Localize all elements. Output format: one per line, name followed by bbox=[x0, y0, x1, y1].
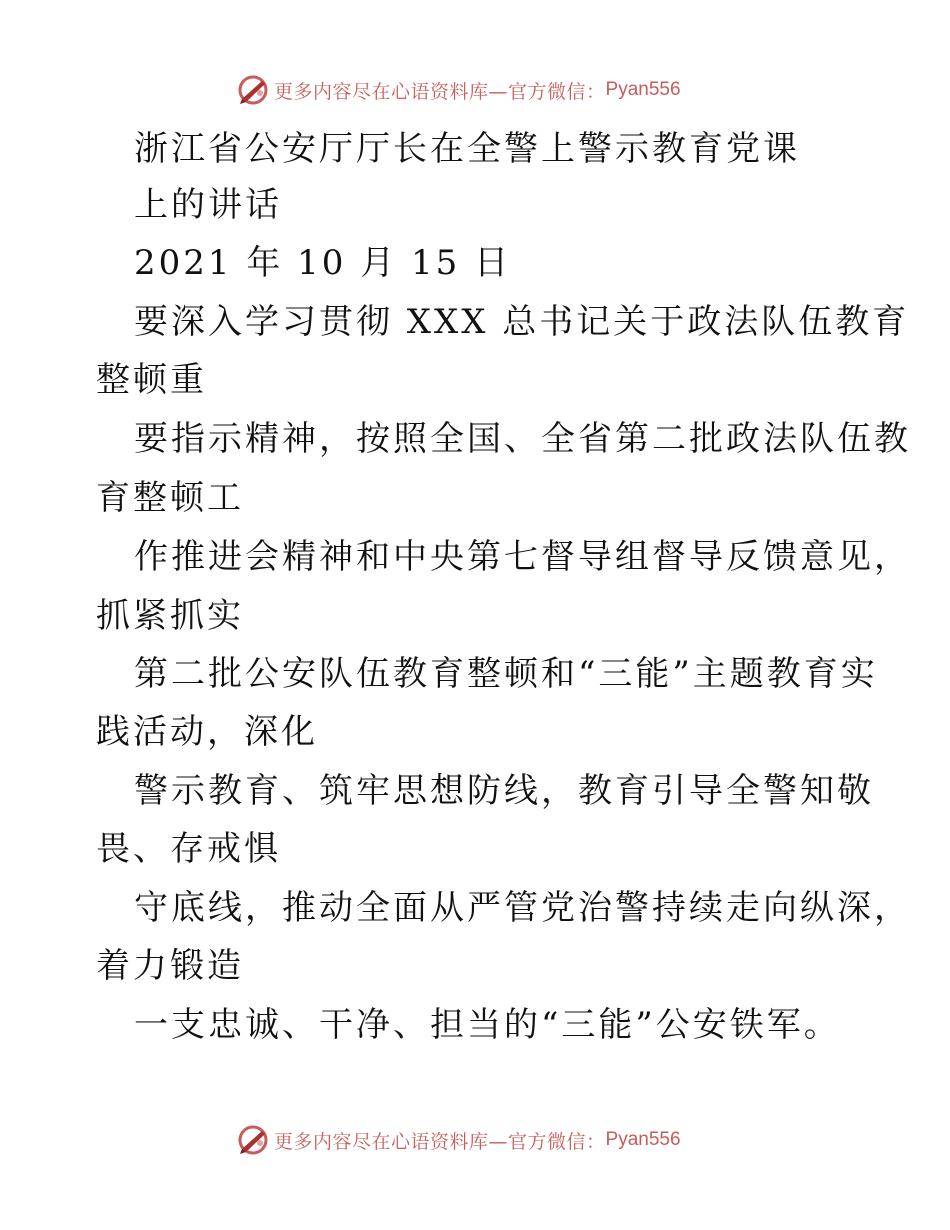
body-line: 践活动，深化 bbox=[96, 712, 318, 752]
body-line: 要深入学习贯彻 XXX 总书记关于政法队伍教育 bbox=[134, 302, 910, 342]
body-line: 畏、存戒惧 bbox=[96, 829, 281, 869]
pen-circle-logo-icon bbox=[236, 1123, 270, 1157]
body-line: 着力锻造 bbox=[96, 946, 244, 986]
body-line: 作推进会精神和中央第七督导组督导反馈意见， bbox=[134, 537, 911, 577]
watermark-text: 更多内容尽在心语资料库—官方微信： bbox=[274, 1130, 606, 1153]
pen-circle-logo-icon bbox=[236, 73, 270, 107]
watermark-wechat-id: Pyan556 bbox=[605, 79, 681, 100]
watermark-footer bbox=[236, 1123, 681, 1157]
body-line: 抓紧抓实 bbox=[96, 596, 244, 636]
watermark-wechat-id: Pyan556 bbox=[605, 1129, 681, 1150]
body-line: 第二批公安队伍教育整顿和“三能”主题教育实 bbox=[134, 654, 878, 694]
document-title-line-1: 浙江省公安厅厅长在全警上警示教育党课 bbox=[134, 129, 800, 169]
body-line: 警示教育、筑牢思想防线，教育引导全警知敬 bbox=[134, 771, 874, 811]
watermark-header bbox=[236, 73, 681, 107]
body-line: 整顿重 bbox=[96, 360, 207, 400]
watermark-text: 更多内容尽在心语资料库—官方微信： bbox=[274, 80, 606, 103]
document-date: 2021 年 10 月 15 日 bbox=[134, 243, 512, 283]
body-line: 育整顿工 bbox=[96, 478, 244, 518]
body-line: 一支忠诚、干净、担当的“三能”公安铁军。 bbox=[134, 1005, 841, 1045]
document-title-line-2: 上的讲话 bbox=[134, 185, 282, 225]
body-line: 守底线，推动全面从严管党治警持续走向纵深， bbox=[134, 888, 911, 928]
body-line: 要指示精神，按照全国、全省第二批政法队伍教 bbox=[134, 419, 911, 459]
